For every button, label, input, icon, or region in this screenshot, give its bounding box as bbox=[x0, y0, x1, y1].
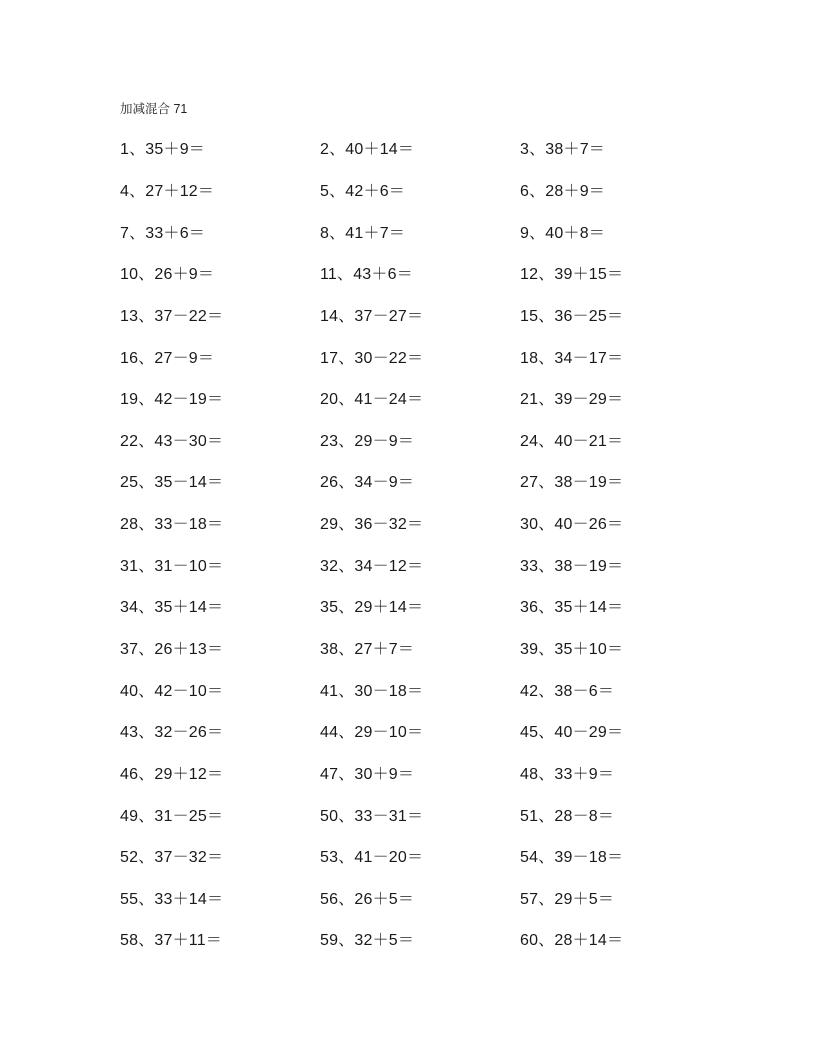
math-problem: 39、35＋10＝ bbox=[520, 641, 624, 658]
problem-row bbox=[120, 377, 720, 419]
math-problem: 52、37－32＝ bbox=[120, 849, 224, 867]
math-problem: 51、28－8＝ bbox=[520, 807, 615, 825]
math-problem: 40、42－10＝ bbox=[120, 682, 224, 700]
math-problem: 30、40－26＝ bbox=[520, 516, 624, 534]
problem-row bbox=[120, 502, 720, 544]
math-problem: 47、30＋9＝ bbox=[320, 765, 415, 783]
math-problem: 56、26＋5＝ bbox=[320, 890, 415, 908]
math-problem: 41、30－18＝ bbox=[320, 682, 424, 700]
math-problem: 31、31－10＝ bbox=[120, 557, 224, 575]
problem-row bbox=[120, 835, 720, 877]
problem-row bbox=[120, 585, 720, 627]
problem-row bbox=[120, 668, 720, 710]
math-problem: 15、36－25＝ bbox=[520, 307, 624, 325]
math-problem: 44、29－10＝ bbox=[320, 724, 424, 742]
math-problem: 34、35＋14＝ bbox=[120, 599, 224, 617]
problem-row bbox=[120, 169, 720, 211]
problem-row bbox=[120, 127, 720, 169]
worksheet-title: 加减混合 71 bbox=[120, 102, 188, 116]
math-problem: 46、29＋12＝ bbox=[120, 765, 224, 783]
problem-row bbox=[120, 710, 720, 752]
problem-row bbox=[120, 752, 720, 794]
math-problem: 42、38－6＝ bbox=[520, 682, 615, 700]
math-problem: 58、37＋11＝ bbox=[120, 932, 223, 950]
math-problem: 14、37－27＝ bbox=[320, 307, 424, 325]
math-problem: 4、27＋12＝ bbox=[120, 182, 215, 200]
problem-row bbox=[120, 418, 720, 460]
math-problem: 24、40－21＝ bbox=[520, 432, 624, 450]
problem-row bbox=[120, 627, 720, 669]
math-problem: 32、34－12＝ bbox=[320, 557, 424, 575]
math-problem: 57、29＋5＝ bbox=[520, 890, 615, 908]
math-problem: 59、32＋5＝ bbox=[320, 932, 415, 950]
math-problem: 49、31－25＝ bbox=[120, 807, 224, 825]
math-problem: 48、33＋9＝ bbox=[520, 765, 615, 783]
math-problem: 12、39＋15＝ bbox=[520, 266, 624, 284]
math-problem: 6、28＋9＝ bbox=[520, 182, 605, 200]
math-problem: 26、34－9＝ bbox=[320, 474, 415, 492]
problem-row bbox=[120, 460, 720, 502]
problem-row bbox=[120, 210, 720, 252]
math-problem: 21、39－29＝ bbox=[520, 391, 624, 409]
math-problem: 36、35＋14＝ bbox=[520, 599, 624, 617]
math-problem: 35、29＋14＝ bbox=[320, 599, 424, 617]
math-problem: 19、42－19＝ bbox=[120, 391, 224, 409]
math-problem: 25、35－14＝ bbox=[120, 474, 224, 492]
math-problem: 9、40＋8＝ bbox=[520, 224, 605, 242]
math-problem: 60、28＋14＝ bbox=[520, 932, 624, 950]
math-problem: 45、40－29＝ bbox=[520, 724, 624, 742]
math-problem: 28、33－18＝ bbox=[120, 516, 224, 534]
math-problem: 38、27＋7＝ bbox=[320, 641, 415, 658]
math-problem: 17、30－22＝ bbox=[320, 349, 424, 367]
math-problem: 2、40＋14＝ bbox=[320, 141, 415, 159]
math-problem: 8、41＋7＝ bbox=[320, 224, 405, 242]
math-problem: 11、43＋6＝ bbox=[320, 266, 413, 284]
math-problem: 27、38－19＝ bbox=[520, 474, 624, 492]
problem-row bbox=[120, 252, 720, 294]
math-problem: 37、26＋13＝ bbox=[120, 641, 224, 658]
math-problem: 5、42＋6＝ bbox=[320, 182, 405, 200]
math-problem: 18、34－17＝ bbox=[520, 349, 624, 367]
math-problem: 50、33－31＝ bbox=[320, 807, 424, 825]
math-problem: 23、29－9＝ bbox=[320, 432, 415, 450]
math-problem: 7、33＋6＝ bbox=[120, 224, 205, 242]
math-problem: 13、37－22＝ bbox=[120, 307, 224, 325]
math-problem: 33、38－19＝ bbox=[520, 557, 624, 575]
math-problem: 22、43－30＝ bbox=[120, 432, 224, 450]
problem-row bbox=[120, 543, 720, 585]
math-problem: 1、35＋9＝ bbox=[120, 141, 205, 159]
math-problem: 53、41－20＝ bbox=[320, 849, 424, 867]
problem-row bbox=[120, 294, 720, 336]
math-problem: 3、38＋7＝ bbox=[520, 141, 605, 159]
math-problem: 54、39－18＝ bbox=[520, 849, 624, 867]
math-problem: 20、41－24＝ bbox=[320, 391, 424, 409]
math-problem: 10、26＋9＝ bbox=[120, 266, 215, 284]
math-problem: 16、27－9＝ bbox=[120, 349, 215, 367]
math-problem: 43、32－26＝ bbox=[120, 724, 224, 742]
math-problem: 29、36－32＝ bbox=[320, 516, 424, 534]
problem-row bbox=[120, 335, 720, 377]
problem-row bbox=[120, 918, 720, 960]
math-problem: 55、33＋14＝ bbox=[120, 890, 224, 908]
problem-row bbox=[120, 877, 720, 919]
problem-grid bbox=[120, 127, 720, 960]
problem-row bbox=[120, 793, 720, 835]
